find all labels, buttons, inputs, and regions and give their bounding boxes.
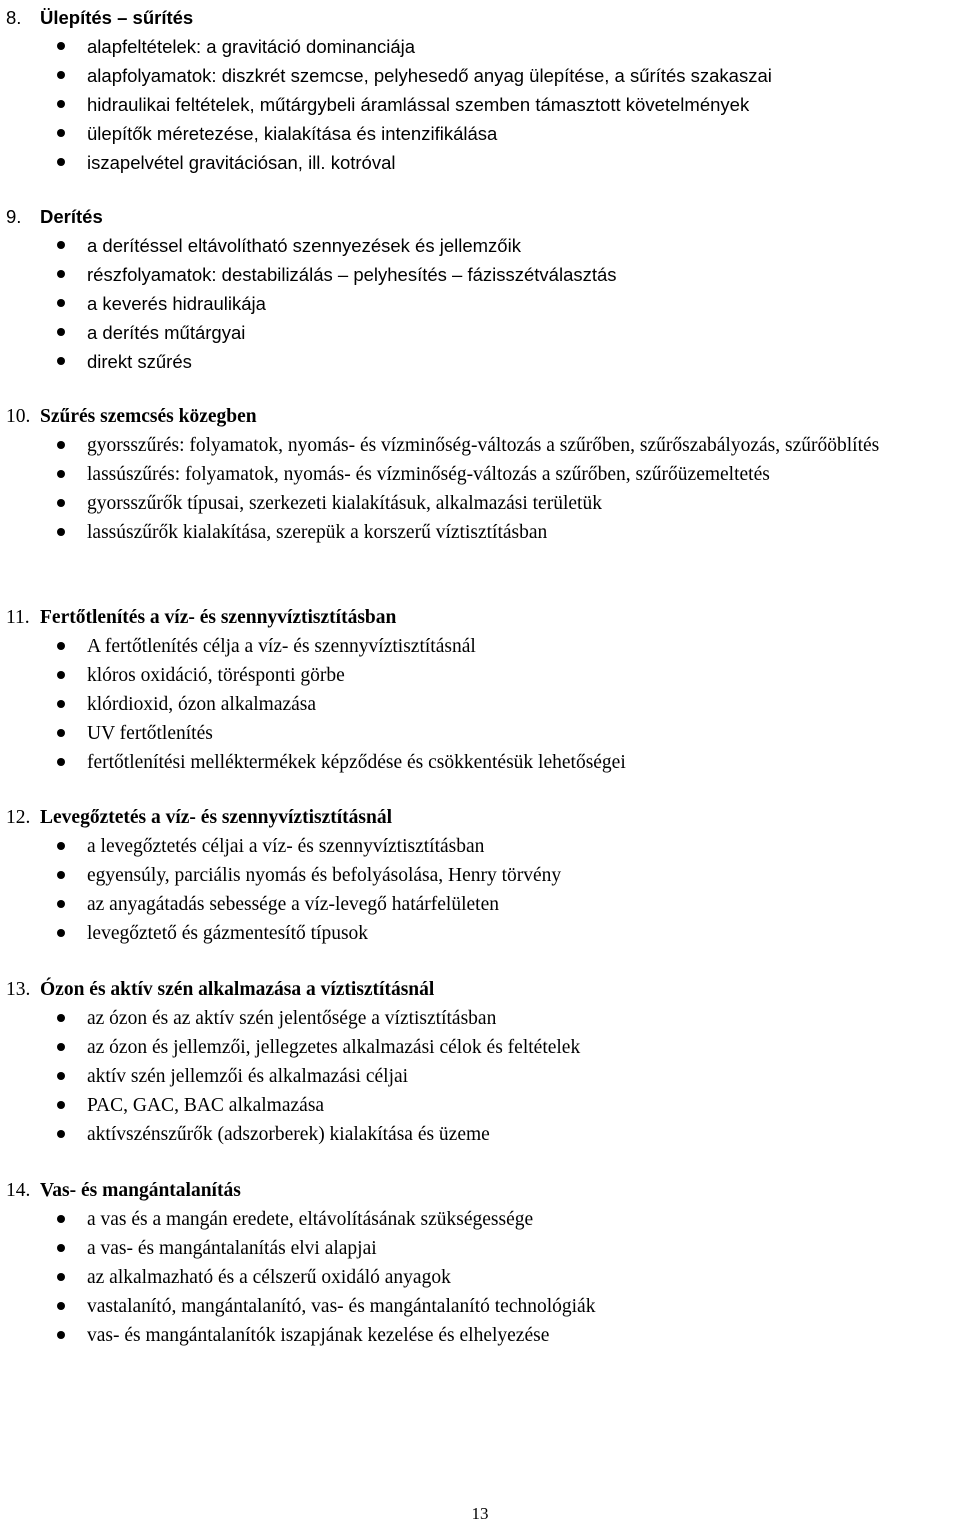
list-item-text: a levegőztetés céljai a víz- és szennyvíztisztításban	[87, 836, 485, 857]
list-item-text: aktívszénszűrők (adszorberek) kialakítása és üzeme	[87, 1124, 490, 1145]
section-heading	[6, 1176, 241, 1205]
list-item-text: alapfeltételek: a gravitáció dominanciája	[87, 36, 416, 57]
list-item	[0, 32, 960, 61]
section-heading	[6, 803, 392, 832]
section-heading	[6, 202, 103, 231]
section-heading	[6, 402, 257, 431]
list-item-text: iszapelvétel gravitációsan, ill. kotróval	[87, 152, 396, 173]
bullet-list	[0, 231, 960, 376]
list-item-text: a derítés műtárgyai	[87, 322, 246, 343]
bullet-icon	[57, 528, 65, 536]
bullet-icon	[57, 328, 65, 336]
list-item-text: lassúszűrés: folyamatok, nyomás- és vízminőség-változás a szűrőben, szűrőüzemeltetés	[87, 464, 770, 485]
list-item	[0, 61, 960, 90]
list-item-text: levegőztető és gázmentesítő típusok	[87, 923, 369, 944]
list-item	[0, 460, 960, 489]
bullet-icon	[57, 1215, 65, 1223]
list-item	[0, 632, 960, 661]
list-item	[0, 1234, 960, 1263]
list-item-text: PAC, GAC, BAC alkalmazása	[87, 1095, 325, 1116]
list-item	[0, 661, 960, 690]
section-heading	[6, 975, 434, 1004]
list-item	[0, 1321, 960, 1350]
bullet-icon	[57, 871, 65, 879]
bullet-icon	[57, 1130, 65, 1138]
bullet-icon	[57, 470, 65, 478]
bullet-icon	[57, 42, 65, 50]
bullet-list	[0, 632, 960, 777]
list-item	[0, 1062, 960, 1091]
bullet-list	[0, 832, 960, 948]
list-item	[0, 832, 960, 861]
list-item-text: A fertőtlenítés célja a víz- és szennyvíztisztításnál	[87, 636, 476, 657]
list-item	[0, 1033, 960, 1062]
bullet-icon	[57, 642, 65, 650]
list-item	[0, 289, 960, 318]
list-item-text: az ózon és jellemzői, jellegzetes alkalmazási célok és feltételek	[87, 1037, 581, 1058]
section-number: 13.	[6, 979, 31, 1000]
bullet-icon	[57, 357, 65, 365]
bullet-icon	[57, 671, 65, 679]
bullet-list	[0, 1004, 960, 1149]
list-item	[0, 347, 960, 376]
bullet-icon	[57, 900, 65, 908]
section-title: Ülepítés – sűrítés	[40, 7, 194, 28]
bullet-icon	[57, 71, 65, 79]
bullet-icon	[57, 1302, 65, 1310]
list-item-text: a derítéssel eltávolítható szennyezések és jellemzőik	[87, 235, 521, 256]
list-item-text: gyorsszűrés: folyamatok, nyomás- és vízminőség-változás a szűrőben, szűrőszabályozás, szűrőöblítés	[87, 435, 880, 456]
section-title: Szűrés szemcsés közegben	[40, 406, 257, 427]
list-item	[0, 1091, 960, 1120]
list-item-text: klóros oxidáció, törésponti görbe	[87, 665, 345, 686]
bullet-icon	[57, 1273, 65, 1281]
section-number: 11.	[6, 607, 30, 628]
section-title: Levegőztetés a víz- és szennyvíztisztításnál	[40, 807, 392, 828]
list-item-text: a vas- és mangántalanítás elvi alapjai	[87, 1238, 377, 1259]
list-item-text: vastalanító, mangántalanító, vas- és mangántalanító technológiák	[87, 1296, 596, 1317]
list-item-text: direkt szűrés	[87, 351, 192, 372]
list-item	[0, 489, 960, 518]
bullet-icon	[57, 129, 65, 137]
bullet-icon	[57, 1014, 65, 1022]
list-item	[0, 919, 960, 948]
list-item-text: az alkalmazható és a célszerű oxidáló anyagok	[87, 1267, 451, 1288]
list-item-text: a vas és a mangán eredete, eltávolításának szükségessége	[87, 1209, 534, 1230]
list-item	[0, 518, 960, 547]
bullet-icon	[57, 1072, 65, 1080]
list-item-text: alapfolyamatok: diszkrét szemcse, pelyhesedő anyag ülepítése, a sűrítés szakaszai	[87, 65, 772, 86]
bullet-icon	[57, 729, 65, 737]
section-title: Ózon és aktív szén alkalmazása a víztisztításnál	[40, 979, 435, 1000]
list-item	[0, 1004, 960, 1033]
bullet-icon	[57, 299, 65, 307]
list-item-text: klórdioxid, ózon alkalmazása	[87, 694, 317, 715]
bullet-icon	[57, 700, 65, 708]
section-number: 10.	[6, 406, 31, 427]
list-item-text: UV fertőtlenítés	[87, 723, 213, 744]
list-item	[0, 719, 960, 748]
bullet-icon	[57, 441, 65, 449]
list-item	[0, 119, 960, 148]
bullet-list	[0, 431, 960, 547]
list-item	[0, 1120, 960, 1149]
list-item-text: részfolyamatok: destabilizálás – pelyhesítés – fázisszétválasztás	[87, 264, 617, 285]
bullet-icon	[57, 929, 65, 937]
bullet-icon	[57, 241, 65, 249]
list-item-text: az ózon és az aktív szén jelentősége a víztisztításban	[87, 1008, 497, 1029]
list-item-text: ülepítők méretezése, kialakítása és intenzifikálása	[87, 123, 498, 144]
bullet-icon	[57, 1244, 65, 1252]
section-title: Vas- és mangántalanítás	[40, 1180, 241, 1201]
list-item-text: az anyagátadás sebessége a víz-levegő határfelületen	[87, 894, 499, 915]
list-item	[0, 748, 960, 777]
list-item-text: aktív szén jellemzői és alkalmazási céljai	[87, 1066, 409, 1087]
list-item-text: gyorsszűrők típusai, szerkezeti kialakításuk, alkalmazási területük	[87, 493, 602, 514]
bullet-icon	[57, 1101, 65, 1109]
list-item	[0, 90, 960, 119]
list-item	[0, 231, 960, 260]
section-number: 12.	[6, 807, 31, 828]
section-heading	[6, 3, 193, 32]
bullet-icon	[57, 499, 65, 507]
list-item	[0, 1263, 960, 1292]
bullet-icon	[57, 758, 65, 766]
list-item-text: fertőtlenítési melléktermékek képződése és csökkentésük lehetőségei	[87, 752, 626, 773]
list-item	[0, 890, 960, 919]
bullet-icon	[57, 842, 65, 850]
list-item-text: vas- és mangántalanítók iszapjának kezelése és elhelyezése	[87, 1325, 550, 1346]
bullet-list	[0, 1205, 960, 1350]
section-heading	[6, 603, 396, 632]
bullet-icon	[57, 270, 65, 278]
bullet-icon	[57, 1043, 65, 1051]
section-number: 9.	[6, 206, 22, 227]
list-item-text: a keverés hidraulikája	[87, 293, 266, 314]
bullet-list	[0, 32, 960, 177]
page-number: 13	[471, 1504, 489, 1523]
list-item	[0, 148, 960, 177]
list-item-text: egyensúly, parciális nyomás és befolyásolása, Henry törvény	[87, 865, 562, 886]
bullet-icon	[57, 158, 65, 166]
bullet-icon	[57, 100, 65, 108]
list-item	[0, 318, 960, 347]
section-number: 14.	[6, 1180, 31, 1201]
section-number: 8.	[6, 7, 22, 28]
bullet-icon	[57, 1331, 65, 1339]
list-item	[0, 1292, 960, 1321]
list-item	[0, 861, 960, 890]
list-item	[0, 431, 960, 460]
list-item	[0, 260, 960, 289]
list-item-text: hidraulikai feltételek, műtárgybeli áramlással szemben támasztott követelmények	[87, 94, 750, 115]
section-title: Derítés	[40, 206, 103, 227]
list-item-text: lassúszűrők kialakítása, szerepük a korszerű víztisztításban	[87, 522, 548, 543]
list-item	[0, 690, 960, 719]
list-item	[0, 1205, 960, 1234]
section-title: Fertőtlenítés a víz- és szennyvíztisztításban	[40, 607, 397, 628]
